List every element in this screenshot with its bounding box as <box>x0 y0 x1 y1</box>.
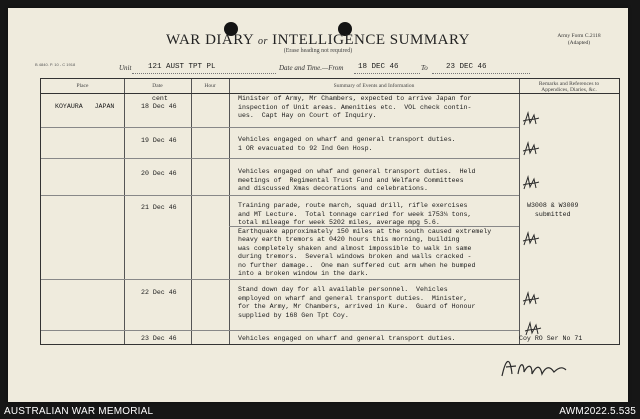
date-cell: 20 Dec 46 <box>141 170 177 177</box>
unit-underline <box>132 73 276 74</box>
officer-signature <box>498 352 568 382</box>
col-head-date: Date <box>152 83 163 89</box>
header-rule <box>41 93 619 94</box>
to-value: 23 DEC 46 <box>446 63 487 71</box>
col-head-remarks <box>519 81 619 93</box>
date-cell: 23 Dec 46 <box>141 335 177 342</box>
col-head-summary: Summary of Events and Information <box>333 83 415 89</box>
date-cell: 22 Dec 46 <box>141 289 177 296</box>
place-cell: KOYAURA JAPAN <box>55 103 115 110</box>
col-head-remarks-line1: Remarks and References to <box>538 81 600 87</box>
title-or: or <box>257 36 268 47</box>
initial-mark <box>521 229 541 249</box>
date-cell: 18 Dec 46 <box>141 103 177 110</box>
datetime-label: Date and Time.—From <box>279 64 344 72</box>
footer-reference: AWM2022.5.535 <box>559 406 636 417</box>
from-value: 18 DEC 46 <box>358 63 399 71</box>
summary-cell: Minister of Army, Mr Chambers, expected to arrive Japan for inspection of Unit areas. Amenities etc. VOL check contin- ues. Capt Hay on Court of Inquiry. <box>238 95 472 119</box>
initial-mark <box>521 109 541 129</box>
army-form-adapted: (Adapted) <box>567 40 591 46</box>
row-separator <box>41 158 519 159</box>
title-war-diary: WAR DIARY <box>165 32 254 48</box>
col-head-hour: Hour <box>204 83 216 89</box>
title-intelligence-summary: INTELLIGENCE SUMMARY <box>272 32 471 48</box>
footer-source: AUSTRALIAN WAR MEMORIAL <box>4 406 154 417</box>
initial-mark <box>523 319 543 339</box>
col-divider-hour <box>229 79 230 344</box>
form-subtitle: (Erase heading not required) <box>283 48 353 54</box>
col-head-remarks-line2: Appendices, Diaries, &c. <box>541 87 597 93</box>
remarks-cell: Coy RO Ser No 71 <box>519 335 583 342</box>
summary-cell: Training parade, route march, squad drill, rifle exercises and MT Lecture. Total tonnage carried for week 1753¼ tons, total mileage for week 5202 miles, average mpg 5.6. Earthquake approximately 150 miles at the south caused extremely heavy earth tremors at 0420 hours this morning, building was completely shaken and almost impossible to walk in same during tremors. Several windows broken and walls cracked - no further damage.. One man suffered cut arm when he bumped into a broken window in the dark. <box>238 202 492 277</box>
col-divider-summary <box>519 79 520 344</box>
unit-value: 121 AUST TPT PL <box>148 63 216 71</box>
army-form-label <box>544 33 614 47</box>
army-form-number: Army Form C.2118 <box>557 33 601 39</box>
date-cell: 19 Dec 46 <box>141 137 177 144</box>
diary-table <box>40 78 620 345</box>
col-divider-date <box>191 79 192 344</box>
form-title <box>8 32 628 49</box>
col-head-place: Place <box>76 83 89 89</box>
summary-cell: Vehicles engaged on wharf and general transport duties. <box>238 335 456 342</box>
col-divider-place <box>124 79 125 344</box>
to-label: To <box>421 64 428 72</box>
initial-mark <box>521 173 541 193</box>
unit-label: Unit <box>119 64 132 72</box>
from-underline <box>354 73 420 74</box>
remarks-cell: W3008 & W3009 submitted <box>527 202 579 218</box>
initial-mark <box>521 139 541 159</box>
row-separator <box>41 279 519 280</box>
summary-cell: Stand down day for all available personnel. Vehicles employed on wharf and general transport duties. Minister, for the Army, Mr Chambers, arrived in Kure. Guard of Honour supplied by 168 Gen Tpt Coy. <box>238 286 476 319</box>
initial-mark <box>521 289 541 309</box>
summary-cell: Vehicles engaged on whaf and general transport duties. Held meetings of Regimental Trust Fund and Welfare Committees and discussed Xmas decorations and celebrations. <box>238 168 476 192</box>
to-underline <box>432 73 530 74</box>
summary-cell: Vehicles engaged on wharf and general transport duties. 1 OR evacuated to 92 Ind Gen Hosp. <box>238 136 456 152</box>
date-cell: 21 Dec 46 <box>141 204 177 211</box>
date-annotation: cent <box>152 95 168 102</box>
print-code: B 4840. P. 10 - C 1918 <box>35 62 76 67</box>
row-separator <box>41 127 519 128</box>
diary-page <box>8 8 628 402</box>
row-separator <box>41 330 519 331</box>
row-separator <box>41 195 519 196</box>
